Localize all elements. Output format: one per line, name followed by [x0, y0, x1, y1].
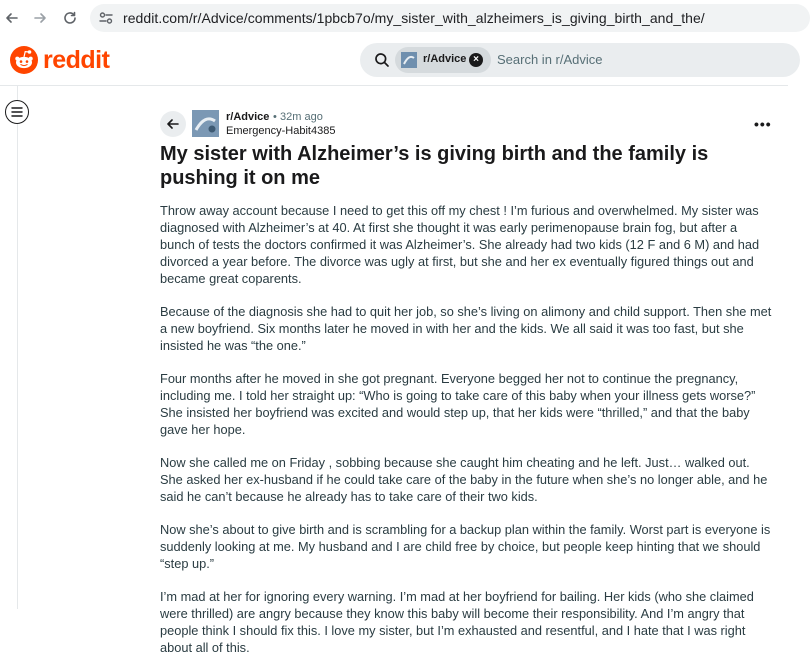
author-link[interactable]: Emergency-Habit4385	[226, 125, 336, 137]
post-title: My sister with Alzheimer’s is giving birth and the family is pushing it on me	[160, 143, 709, 189]
forward-arrow-icon[interactable]	[30, 8, 50, 28]
more-options-icon[interactable]: •••	[754, 116, 772, 132]
post-paragraph: Because of the diagnosis she had to quit her job, so she’s living on alimony and child support. Then she met a new boyfriend. Six months later he moved in with her and the kids. We all said it was too fast, but she insisted he was “the one.”	[160, 304, 772, 353]
search-icon	[374, 52, 390, 68]
browser-toolbar	[0, 0, 788, 36]
close-icon[interactable]: ×	[469, 53, 483, 67]
back-arrow-icon[interactable]	[2, 8, 22, 28]
post-body	[160, 202, 772, 672]
arrow-left-icon	[166, 117, 180, 131]
logo-wordmark: reddit	[43, 46, 110, 74]
post-paragraph: Throw away account because I need to get this off my chest ! I’m furious and overwhelmed. My sister was diagnosed with Alzheimer’s at 40. At first she thought it was early perimenopause brain fog, but after a bunch of tests the doctors confirmed it was Alzheimer’s. She already had two kids (12 F and 6 M) and had divorced a year before. The divorce was ugly at first, but she and her ex eventually figured things out and became great coparents.	[160, 203, 760, 286]
search-input[interactable]: Search in r/Advice	[497, 52, 603, 67]
address-bar[interactable]	[90, 4, 810, 32]
site-header	[0, 36, 788, 86]
post-paragraph: Four months after he moved in she got pregnant. Everyone begged her not to continue the pregnancy, including me. I told her straight up: “Who is going to take care of this baby when your illness gets worse?” She insisted her boyfriend was excited and would step up, that her kids were “thrilled,” and that the baby gave her hope.	[160, 371, 756, 437]
subreddit-link[interactable]: r/Advice	[226, 111, 270, 123]
subreddit-avatar-icon	[401, 52, 417, 68]
subreddit-search-chip[interactable]	[395, 47, 491, 73]
reload-icon[interactable]	[60, 8, 80, 28]
subreddit-avatar[interactable]	[192, 110, 219, 137]
reddit-snoo-icon	[10, 46, 38, 74]
search-chip-label: r/Advice	[423, 53, 467, 65]
meta-separator: •	[273, 111, 277, 123]
post-paragraph: I’m mad at her for ignoring every warning. I’m mad at her boyfriend for bailing. Her kids (who she claimed were thrilled) are angry because they know this baby will become their responsibility. And I’m angry that people think I should fix this. I love my sister, but I’m exhausted and resentful, and I hate that I was right about all of this.	[160, 589, 754, 655]
back-button[interactable]	[160, 111, 186, 137]
post-paragraph: Now she called me on Friday , sobbing because she caught him cheating and he left. Just… walked out. She asked her ex-husband if he could take care of the baby in the future when she’s no longer able, and he said he can’t because he already has to take care of their two kids.	[160, 455, 768, 504]
menu-icon[interactable]	[5, 100, 29, 124]
site-settings-icon[interactable]	[98, 10, 114, 26]
post-meta	[160, 108, 780, 142]
search-bar[interactable]	[360, 43, 800, 77]
post-timestamp: 32m ago	[280, 111, 323, 123]
post-paragraph: Now she’s about to give birth and is scrambling for a backup plan within the family. Worst part is everyone is suddenly looking at me. My husband and I are child free by choice, but people keep hinting that we should “step up.”	[160, 522, 771, 571]
url-text[interactable]: reddit.com/r/Advice/comments/1pbcb7o/my_sister_with_alzheimers_is_giving_birth_and_the/	[123, 10, 705, 26]
sidebar-divider	[17, 86, 18, 609]
reddit-logo[interactable]	[10, 46, 109, 74]
